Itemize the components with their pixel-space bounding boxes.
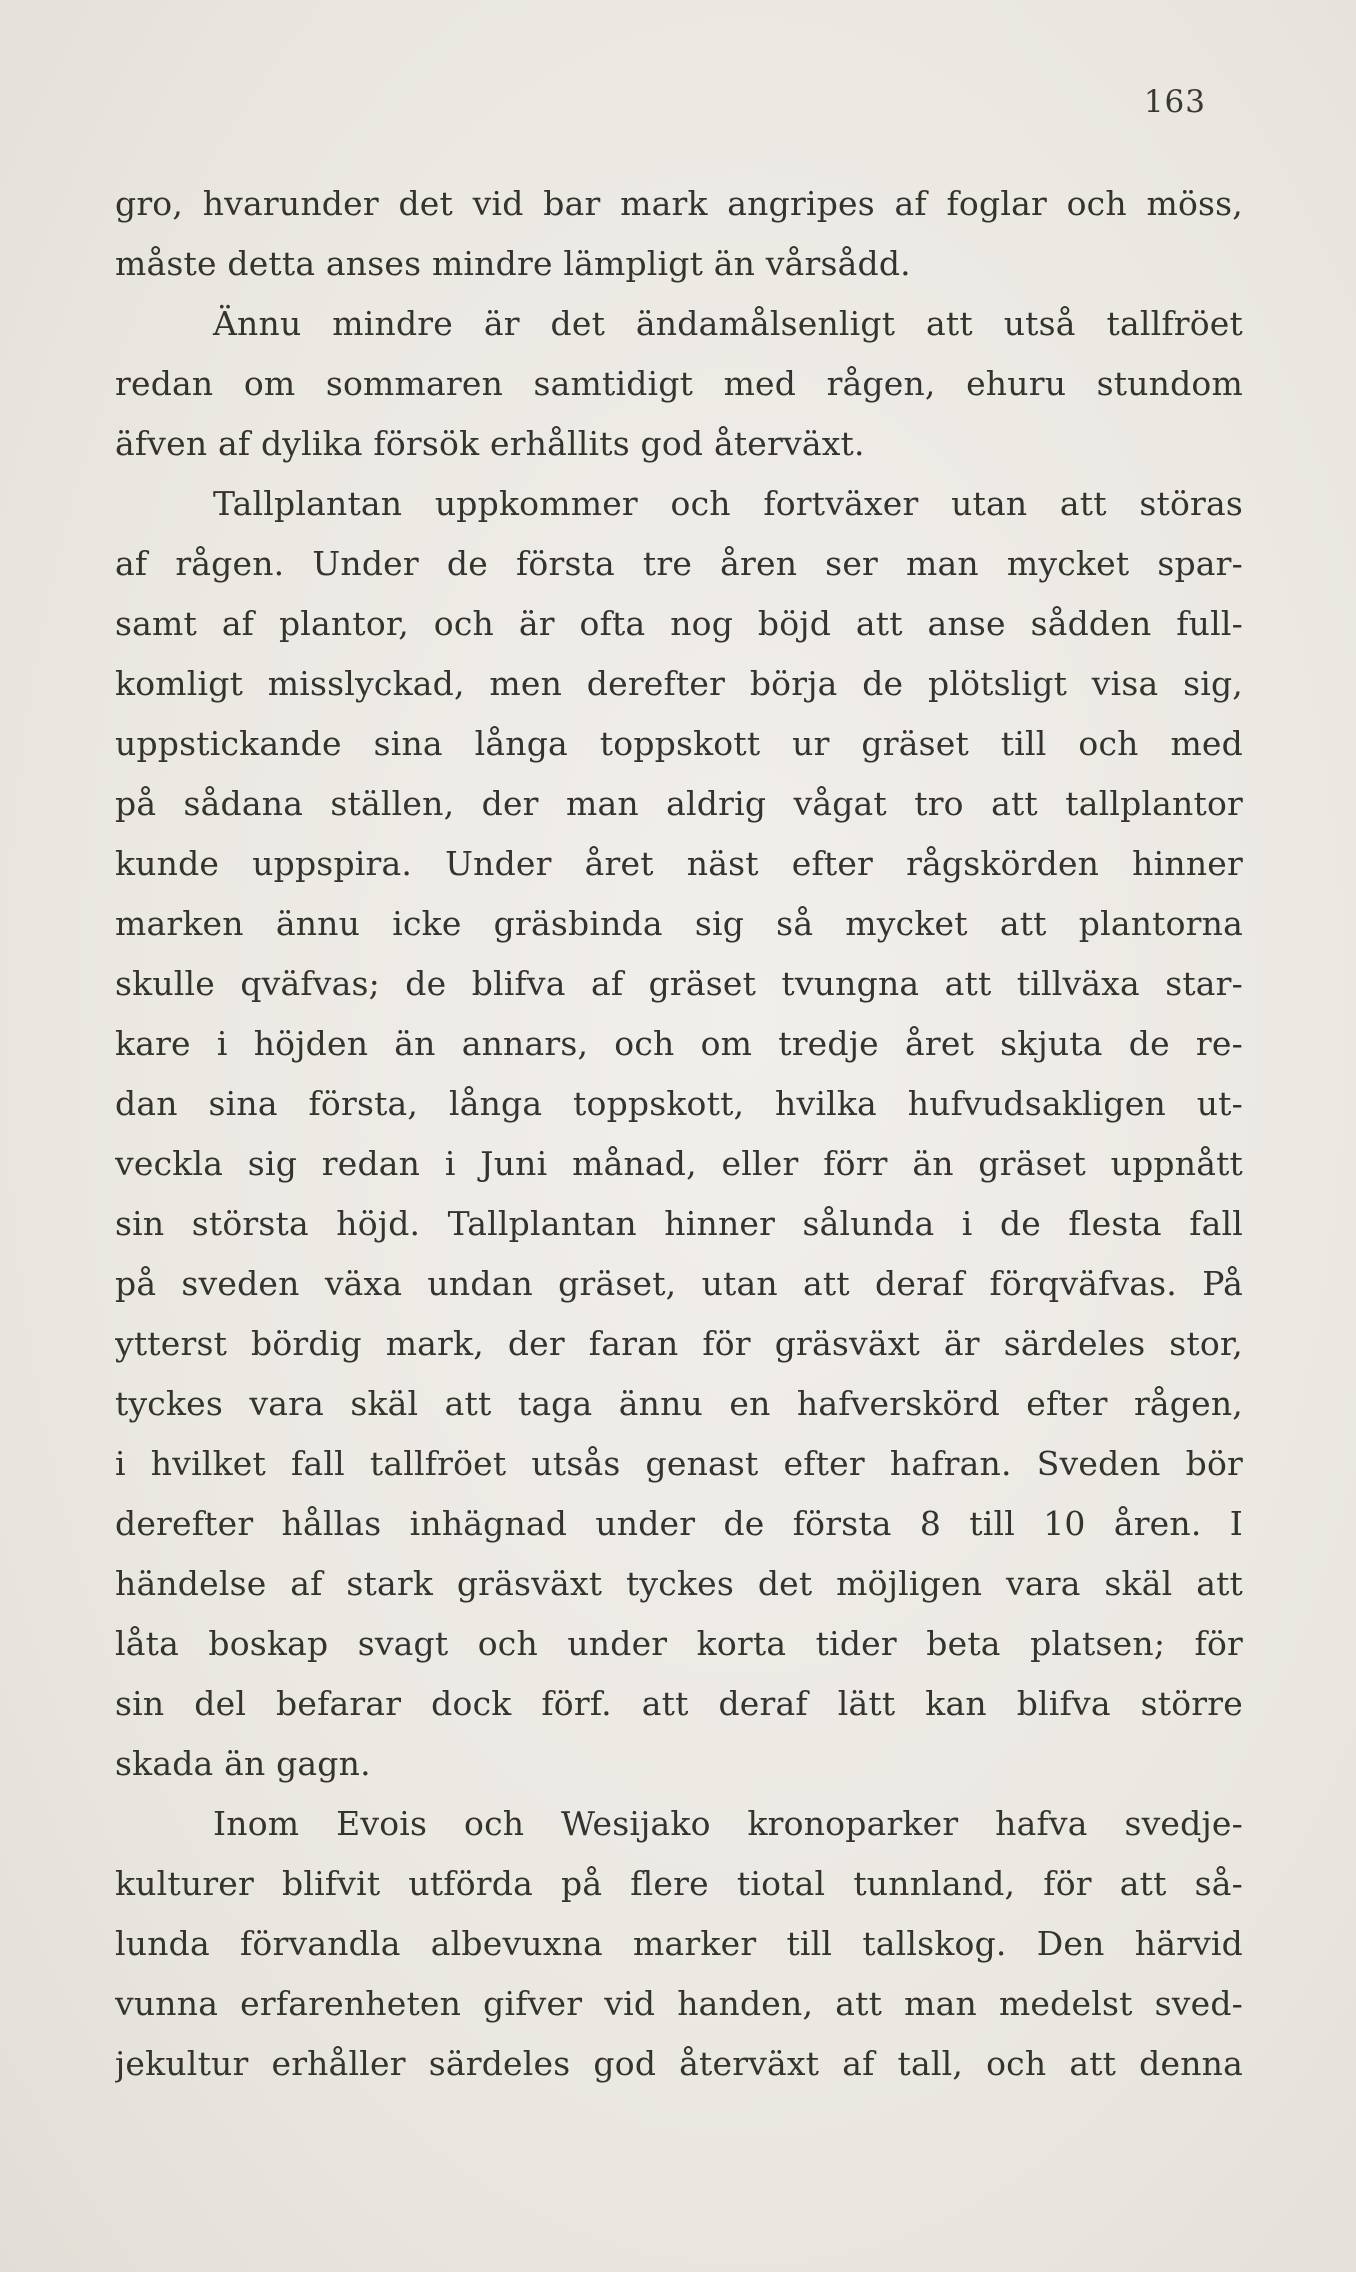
text-line: redan om sommaren samtidigt med rågen, ehuru stundom	[115, 364, 1243, 403]
text-line: måste detta anses mindre lämpligt än vårsådd.	[115, 244, 911, 283]
body-text	[115, 174, 1243, 2094]
text-line: Tallplantan uppkommer och fortväxer utan att störas	[213, 484, 1243, 523]
text-line: kare i höjden än annars, och om tredje året skjuta de re-	[115, 1024, 1243, 1063]
text-line: skulle qväfvas; de blifva af gräset tvungna att tillväxa star-	[115, 964, 1243, 1003]
text-line: derefter hållas inhägnad under de första 8 till 10 åren. I	[115, 1504, 1243, 1543]
page-number: 163	[1143, 84, 1206, 120]
text-line: komligt misslyckad, men derefter börja de plötsligt visa sig,	[115, 664, 1243, 703]
text-line: tyckes vara skäl att taga ännu en hafverskörd efter rågen,	[115, 1384, 1243, 1423]
text-line: på sveden växa undan gräset, utan att deraf förqväfvas. På	[115, 1264, 1243, 1303]
text-line: ytterst bördig mark, der faran för gräsväxt är särdeles stor,	[115, 1324, 1243, 1363]
text-line: uppstickande sina långa toppskott ur gräset till och med	[115, 724, 1243, 763]
text-line: skada än gagn.	[115, 1744, 371, 1783]
text-line: gro, hvarunder det vid bar mark angripes af foglar och möss,	[115, 184, 1243, 223]
text-line: marken ännu icke gräsbinda sig så mycket att plantorna	[115, 904, 1243, 943]
text-line: Inom Evois och Wesijako kronoparker hafva svedje-	[213, 1804, 1243, 1843]
text-line: på sådana ställen, der man aldrig vågat tro att tallplantor	[115, 784, 1243, 823]
text-line: sin del befarar dock förf. att deraf lätt kan blifva större	[115, 1684, 1243, 1723]
text-line: veckla sig redan i Juni månad, eller förr än gräset uppnått	[115, 1144, 1243, 1183]
text-line: vunna erfarenheten gifver vid handen, att man medelst sved-	[115, 1984, 1243, 2023]
text-line: äfven af dylika försök erhållits god återväxt.	[115, 424, 865, 463]
text-line: af rågen. Under de första tre åren ser man mycket spar-	[115, 544, 1243, 583]
text-line: kunde uppspira. Under året näst efter rågskörden hinner	[115, 844, 1243, 883]
text-line: Ännu mindre är det ändamålsenligt att utså tallfröet	[213, 304, 1243, 343]
text-line: låta boskap svagt och under korta tider beta platsen; för	[115, 1624, 1243, 1663]
text-line: händelse af stark gräsväxt tyckes det möjligen vara skäl att	[115, 1564, 1243, 1603]
text-line: sin största höjd. Tallplantan hinner sålunda i de flesta fall	[115, 1204, 1243, 1243]
text-line: i hvilket fall tallfröet utsås genast efter hafran. Sveden bör	[115, 1444, 1243, 1483]
text-line: kulturer blifvit utförda på flere tiotal tunnland, för att så-	[115, 1864, 1243, 1903]
text-line: jekultur erhåller särdeles god återväxt af tall, och att denna	[115, 2044, 1243, 2083]
text-line: lunda förvandla albevuxna marker till tallskog. Den härvid	[115, 1924, 1243, 1963]
text-line: samt af plantor, och är ofta nog böjd att anse sådden full-	[115, 604, 1243, 643]
text-line: dan sina första, långa toppskott, hvilka hufvudsakligen ut-	[115, 1084, 1243, 1123]
